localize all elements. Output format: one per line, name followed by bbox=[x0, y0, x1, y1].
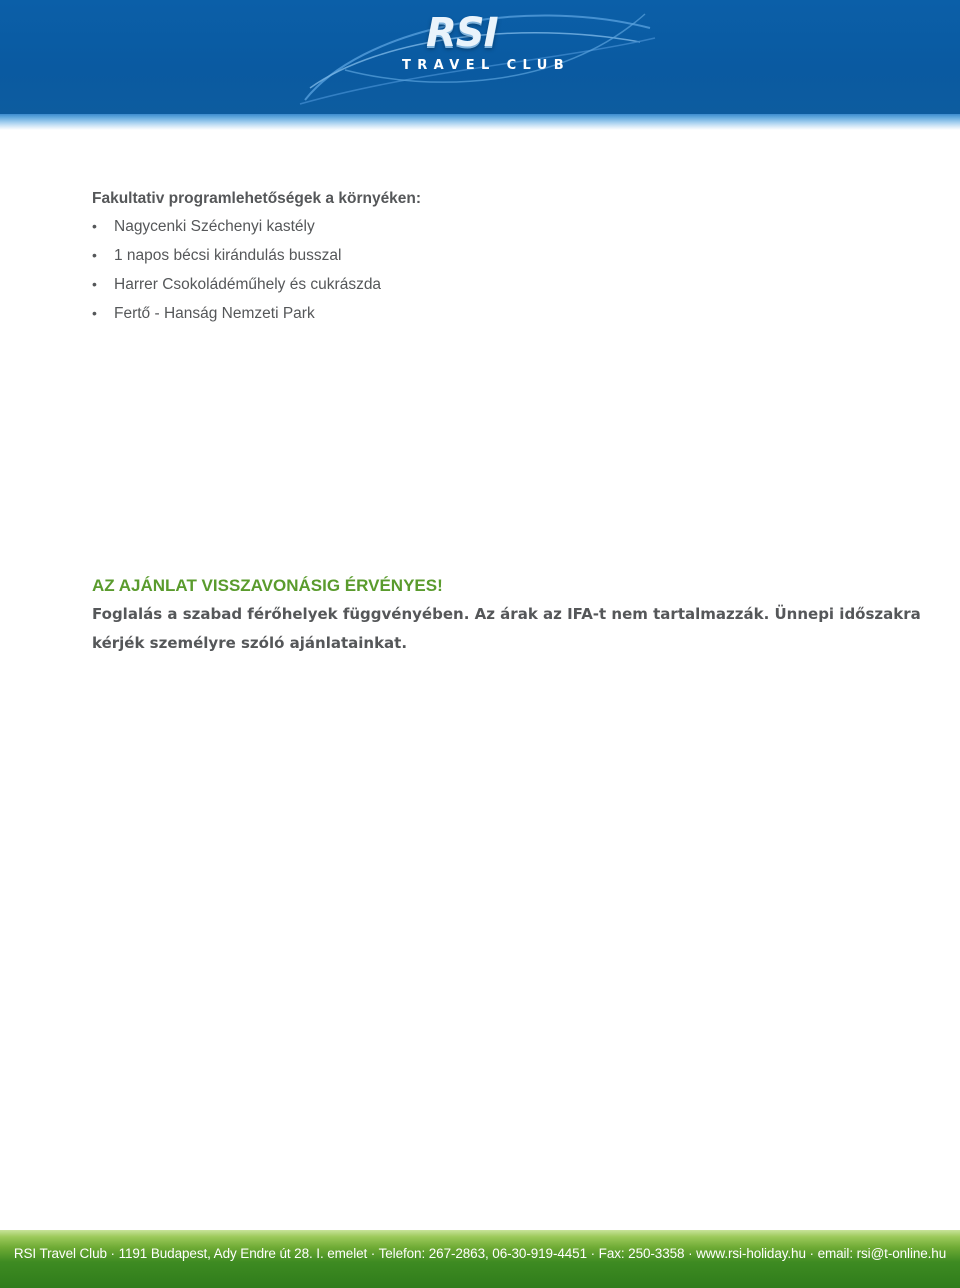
logo-rsi-text: RSI bbox=[426, 10, 498, 56]
list-item bbox=[92, 241, 912, 270]
offer-validity-heading: AZ AJÁNLAT VISSZAVONÁSIG ÉRVÉNYES! bbox=[92, 576, 443, 595]
program-label: 1 napos bécsi kirándulás busszal bbox=[114, 247, 342, 264]
programs-list bbox=[92, 212, 912, 328]
footer-bar bbox=[0, 1230, 960, 1288]
program-label: Harrer Csokoládéműhely és cukrászda bbox=[114, 276, 382, 293]
offer-notice bbox=[92, 572, 922, 658]
list-item bbox=[92, 212, 912, 241]
header-gradient-strip bbox=[0, 114, 960, 130]
bullet-icon: • bbox=[92, 305, 97, 321]
program-label: Fertő - Hanság Nemzeti Park bbox=[114, 305, 315, 322]
bullet-icon: • bbox=[92, 247, 97, 263]
list-item bbox=[92, 299, 912, 328]
footer-contact-info: RSI Travel Club · 1191 Budapest, Ady Endre út 28. I. emelet · Telefon: 267-2863, 06-30-919-4451 · Fax: 250-3358 · www.rsi-holiday.hu · email: rsi@t-online.hu bbox=[13, 1246, 947, 1261]
bullet-icon: • bbox=[92, 276, 97, 292]
booking-terms-text: Foglalás a szabad férőhelyek függvényében. Az árak az IFA-t nem tartalmazzák. Ünnepi időszakra kérjék személyre szóló ajánlatainkat. bbox=[92, 605, 921, 652]
logo-travel-club-text: TRAVEL CLUB bbox=[402, 58, 571, 73]
program-label: Nagycenki Széchenyi kastély bbox=[114, 218, 315, 235]
rsi-travel-club-logo bbox=[0, 0, 960, 114]
header-banner bbox=[0, 0, 960, 114]
programs-section bbox=[92, 186, 912, 328]
programs-title: Fakultativ programlehetőségek a környéken: bbox=[92, 190, 422, 207]
bullet-icon: • bbox=[92, 218, 97, 234]
list-item bbox=[92, 270, 912, 299]
